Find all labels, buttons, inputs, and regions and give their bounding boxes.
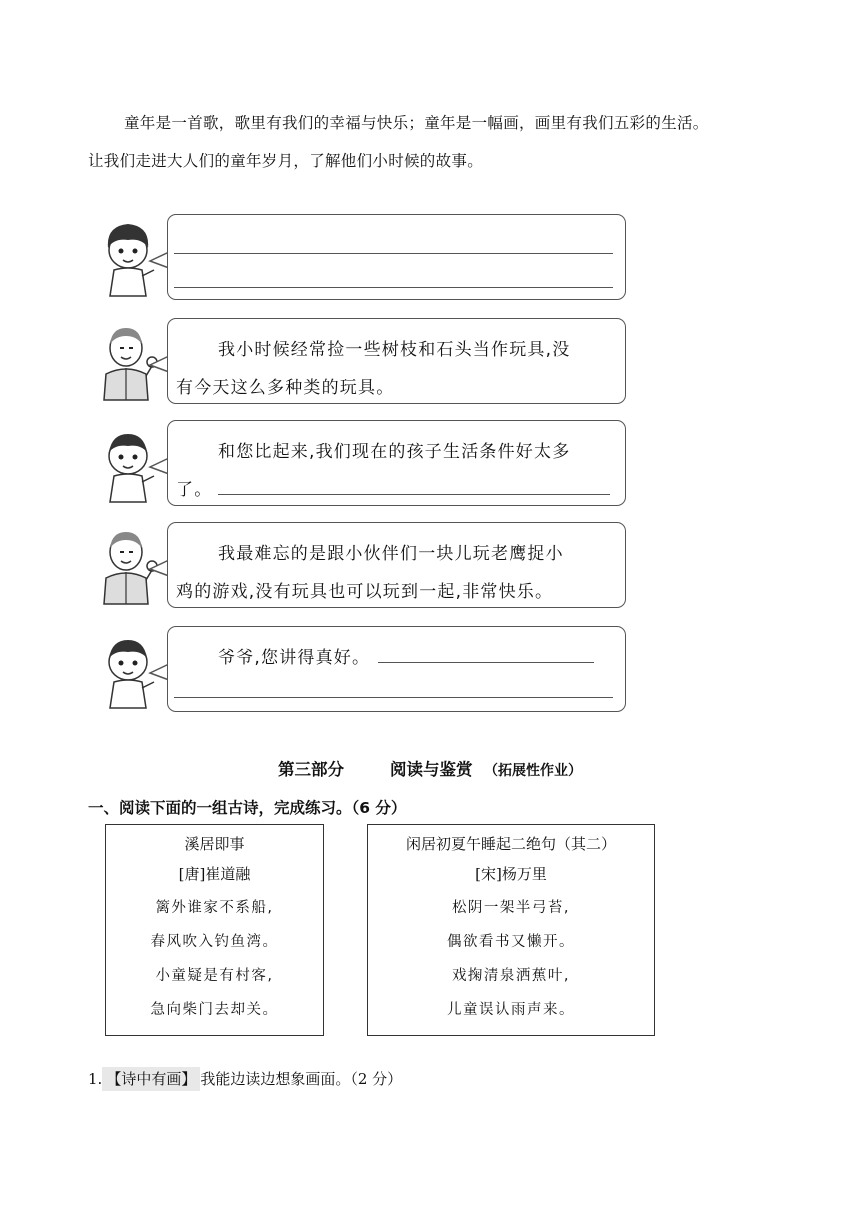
bubble-text: 和您比起来,我们现在的孩子生活条件好太多 [218,442,571,462]
question-text: 我能边读边想象画面。（2 分） [200,1070,403,1088]
poem-line: 小童疑是有村客, [155,968,274,984]
speech-bubble-boy [167,626,626,712]
poem-author: [宋]杨万里 [475,865,547,883]
poem-line: 儿童误认雨声来。 [447,1002,575,1018]
bubble-text: 我小时候经常捡一些树枝和石头当作玩具,没 [218,340,571,360]
bubble-text: 鸡的游戏,没有玩具也可以玩到一起,非常快乐。 [176,582,554,602]
intro-paragraph [88,104,778,180]
question-1-heading: 一、阅读下面的一组古诗，完成练习。（6 分） [88,799,407,817]
answer-line[interactable] [218,480,610,495]
speech-bubble-grandpa [167,318,626,404]
dialogue-row-3 [96,420,636,508]
poem-line: 急向柴门去却关。 [150,1002,279,1018]
poem-title: 闲居初夏午睡起二绝句（其二） [405,835,616,853]
poem-author: [唐]崔道融 [178,865,251,883]
bubble-text: 我最难忘的是跟小伙伴们一块儿玩老鹰捉小 [218,544,564,564]
dialogue-row-4 [96,522,636,610]
intro-line-1: 童年是一首歌，歌里有我们的幸福与快乐；童年是一幅画，画里有我们五彩的生活。 [124,114,709,132]
poem-box-2 [367,824,655,1036]
bubble-text: 有今天这么多种类的玩具。 [176,378,395,398]
poem-line: 篱外谁家不系船, [155,900,274,916]
poem-box-1 [105,824,324,1036]
bubble-text: 了。 [176,480,213,500]
question-number: 1. [88,1070,103,1088]
dialogue-row-5 [96,626,636,714]
bubble-text: 爷爷,您讲得真好。 [218,648,371,668]
section-name: 阅读与鉴赏 [389,760,473,779]
section-part: 第三部分 [278,760,345,779]
poem-line: 春风吹入钓鱼湾。 [150,934,279,950]
speech-bubble-empty [167,214,626,300]
question-tag: 【诗中有画】 [102,1067,200,1091]
section-title [0,756,860,780]
answer-line[interactable] [378,648,594,663]
poem-line: 戏掬清泉洒蕉叶, [451,968,571,984]
intro-line-2: 让我们走进大人们的童年岁月，了解他们小时候的故事。 [88,152,484,170]
speech-bubble-boy [167,420,626,506]
dialogue-row-1 [96,214,636,302]
question-1-1 [88,1068,402,1089]
speech-bubble-grandpa [167,522,626,608]
section-note: （拓展性作业） [483,763,582,779]
answer-line[interactable] [174,287,613,288]
poem-title: 溪居即事 [184,835,245,853]
poem-line: 松阴一架半弓苔, [451,900,571,916]
answer-line[interactable] [174,253,613,254]
dialogue-row-2 [96,318,636,406]
poem-line: 偶欲看书又懒开。 [447,934,575,950]
answer-line[interactable] [174,697,613,698]
